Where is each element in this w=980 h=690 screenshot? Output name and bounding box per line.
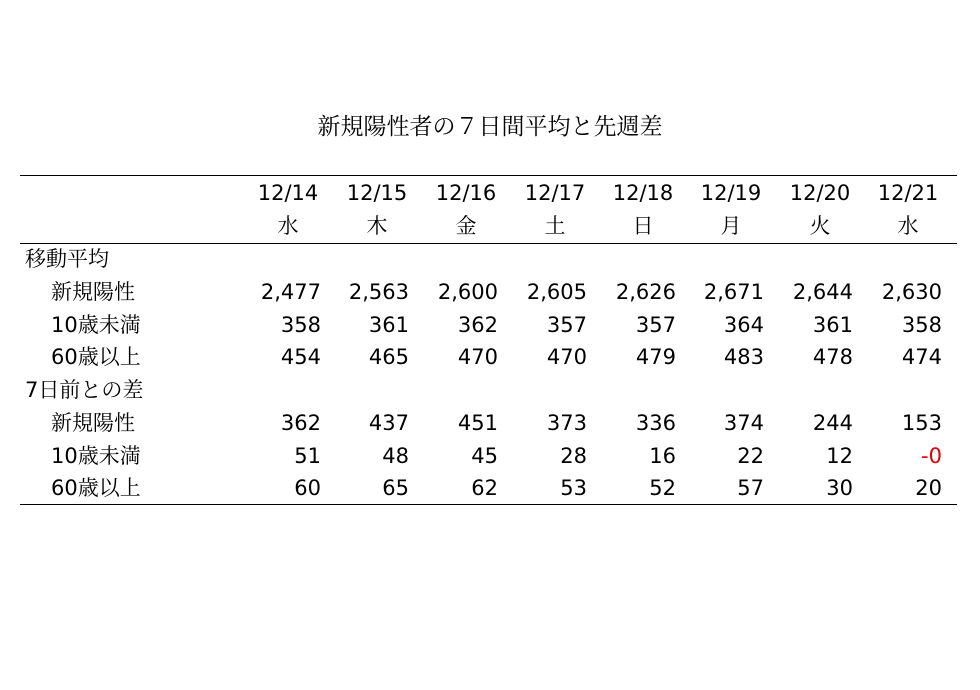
section-row-moving-average [0,243,980,275]
header-dates-row [0,177,980,209]
table-cell: 12 [826,444,853,468]
table-cell: 478 [812,345,853,369]
header-weekday: 水 [897,214,919,238]
table-row [0,341,980,373]
table-cell: 454 [280,345,321,369]
table-cell-negative: -0 [921,444,942,468]
row-label: 60歳以上 [51,476,141,500]
header-date: 12/17 [524,181,586,205]
table-cell: 2,671 [703,280,764,304]
table-cell: 22 [737,444,764,468]
table-cell: 470 [457,345,498,369]
header-weekdays-row [0,210,980,242]
table-cell: 2,563 [348,280,409,304]
table-row [0,407,980,439]
section-label: 7日前との差 [25,378,144,402]
header-date: 12/14 [257,181,319,205]
table-top-rule [20,175,957,176]
table-cell: 374 [723,411,764,435]
section-row-week-diff [0,374,980,406]
row-label: 10歳未満 [51,313,141,337]
table-cell: 57 [737,476,764,500]
header-date: 12/21 [877,181,939,205]
table-cell: 2,630 [881,280,942,304]
header-date: 12/18 [612,181,674,205]
table-row [0,276,980,308]
table-cell: 65 [382,476,409,500]
table-cell: 28 [560,444,587,468]
table-cell: 2,477 [260,280,321,304]
table-cell: 2,626 [615,280,676,304]
header-date: 12/16 [435,181,497,205]
table-cell: 51 [294,444,321,468]
table-bottom-rule [20,504,957,505]
table-cell: 451 [457,411,498,435]
table-cell: 30 [826,476,853,500]
page-title: 新規陽性者の７日間平均と先週差 [317,114,663,140]
table-cell: 60 [294,476,321,500]
table-cell: 358 [280,313,321,337]
header-date: 12/15 [346,181,408,205]
table-cell: 362 [457,313,498,337]
table-row [0,309,980,341]
table-cell: 479 [635,345,676,369]
header-weekday: 火 [809,214,831,238]
table-cell: 45 [471,444,498,468]
header-date: 12/20 [789,181,851,205]
header-date: 12/19 [700,181,762,205]
header-weekday: 土 [544,214,566,238]
table-cell: 437 [368,411,409,435]
table-cell: 361 [368,313,409,337]
header-weekday: 水 [277,214,299,238]
table-cell: 20 [915,476,942,500]
table-cell: 358 [901,313,942,337]
table-cell: 474 [901,345,942,369]
table-cell: 52 [649,476,676,500]
row-label: 新規陽性 [51,411,135,435]
table-cell: 244 [812,411,853,435]
table-row [0,440,980,472]
table-cell: 2,605 [526,280,587,304]
table-cell: 2,600 [437,280,498,304]
table-row [0,472,980,504]
table-cell: 16 [649,444,676,468]
table-cell: 336 [635,411,676,435]
header-weekday: 金 [455,214,477,238]
table-cell: 357 [546,313,587,337]
table-cell: 53 [560,476,587,500]
table-cell: 361 [812,313,853,337]
row-label: 10歳未満 [51,444,141,468]
table-cell: 465 [368,345,409,369]
table-cell: 373 [546,411,587,435]
table-cell: 364 [723,313,764,337]
header-weekday: 日 [632,214,654,238]
table-cell: 483 [723,345,764,369]
table-cell: 48 [382,444,409,468]
table-cell: 2,644 [792,280,853,304]
table-cell: 357 [635,313,676,337]
table-cell: 153 [901,411,942,435]
table-cell: 470 [546,345,587,369]
header-weekday: 木 [366,214,388,238]
row-label: 新規陽性 [51,280,135,304]
section-label: 移動平均 [25,247,109,271]
table-cell: 62 [471,476,498,500]
table-cell: 362 [280,411,321,435]
header-weekday: 月 [720,214,742,238]
row-label: 60歳以上 [51,345,141,369]
